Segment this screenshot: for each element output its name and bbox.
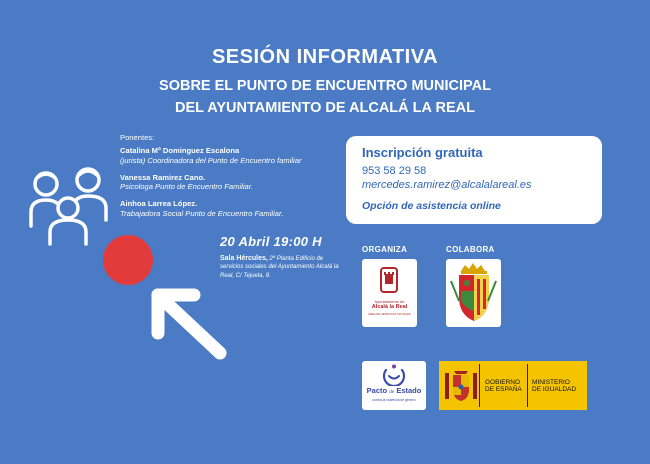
speakers-label: Ponentes: xyxy=(120,133,155,142)
pacto-sub: contra la violencia de género xyxy=(372,398,416,402)
registration-title: Inscripción gratuita xyxy=(362,145,483,160)
castle-crest-icon xyxy=(378,265,400,295)
speaker-name: Vanessa Ramirez Cano. xyxy=(120,172,206,182)
ayto-logo-name: Alcalá la Real xyxy=(371,304,408,310)
logo-divider xyxy=(527,364,528,407)
subtitle-line-1: SOBRE EL PUNTO DE ENCUENTRO MUNICIPAL xyxy=(159,78,491,94)
speakers-section xyxy=(120,133,335,226)
pacto-title xyxy=(362,387,426,395)
pacto-line1: Pacto xyxy=(366,386,388,395)
gov-line1: GOBIERNO xyxy=(485,379,521,386)
gobierno-ministerio-logo xyxy=(439,361,587,410)
family-group-icon xyxy=(28,160,110,246)
ayto-logo-area: ÁREA DE SERVICIOS SOCIALES xyxy=(368,312,411,316)
speaker-role: Psicologa Punto de Encuentro Familiar. xyxy=(120,182,254,192)
ministry-line1: MINISTERIO xyxy=(532,379,570,386)
online-option: Opción de asistencia online xyxy=(362,200,501,212)
event-datetime: 20 Abril 19:00 H xyxy=(220,234,322,249)
speaker-role: Trabajadora Social Punto de Encuentro Familiar. xyxy=(120,209,284,219)
coat-of-arms-icon xyxy=(449,261,498,325)
venue-name: Sala Hércules, xyxy=(220,255,268,262)
speaker-name: Catalina Mª Dominguez Escalona xyxy=(120,145,240,155)
registration-card xyxy=(346,136,602,224)
arrow-up-left-icon xyxy=(148,285,238,365)
pacto-de: de xyxy=(389,389,395,394)
organiza-label: ORGANIZA xyxy=(362,245,408,254)
spain-coat-of-arms-icon xyxy=(443,367,479,404)
coat-of-arms-logo xyxy=(446,259,501,327)
pacto-estado-logo xyxy=(362,361,426,410)
ayuntamiento-logo xyxy=(362,259,417,327)
registration-email[interactable]: mercedes.ramirez@alcalalareal.es xyxy=(362,179,532,191)
smile-circle-icon xyxy=(382,364,406,386)
event-venue xyxy=(220,254,340,280)
page-title: SESIÓN INFORMATIVA xyxy=(211,46,439,68)
registration-phone[interactable]: 953 58 29 58 xyxy=(362,165,427,177)
venue-detail: 2ª Planta Edificio de servicios sociales del Ayuntamiento Alcalá la Real, C/ Tejuela, 8. xyxy=(220,256,339,279)
subtitle-line-2: DEL AYUNTAMIENTO DE ALCALÁ LA REAL xyxy=(175,100,475,116)
ministry-text xyxy=(532,379,576,394)
speaker-name: Ainhoa Larrea López. xyxy=(120,199,198,209)
colabora-label: COLABORA xyxy=(446,245,495,254)
ministry-line2: DE IGUALDAD xyxy=(532,386,577,394)
pacto-line2: Estado xyxy=(396,386,422,395)
red-dot-decoration xyxy=(103,235,153,285)
ayto-logo-text: Ayuntamiento de xyxy=(374,299,405,304)
gov-text xyxy=(485,379,522,394)
speaker-role: (jurista) Coordinadora del Punto de Encuentro familiar xyxy=(120,155,302,165)
gov-line2: DE ESPAÑA xyxy=(485,386,522,394)
logo-divider xyxy=(479,364,480,407)
